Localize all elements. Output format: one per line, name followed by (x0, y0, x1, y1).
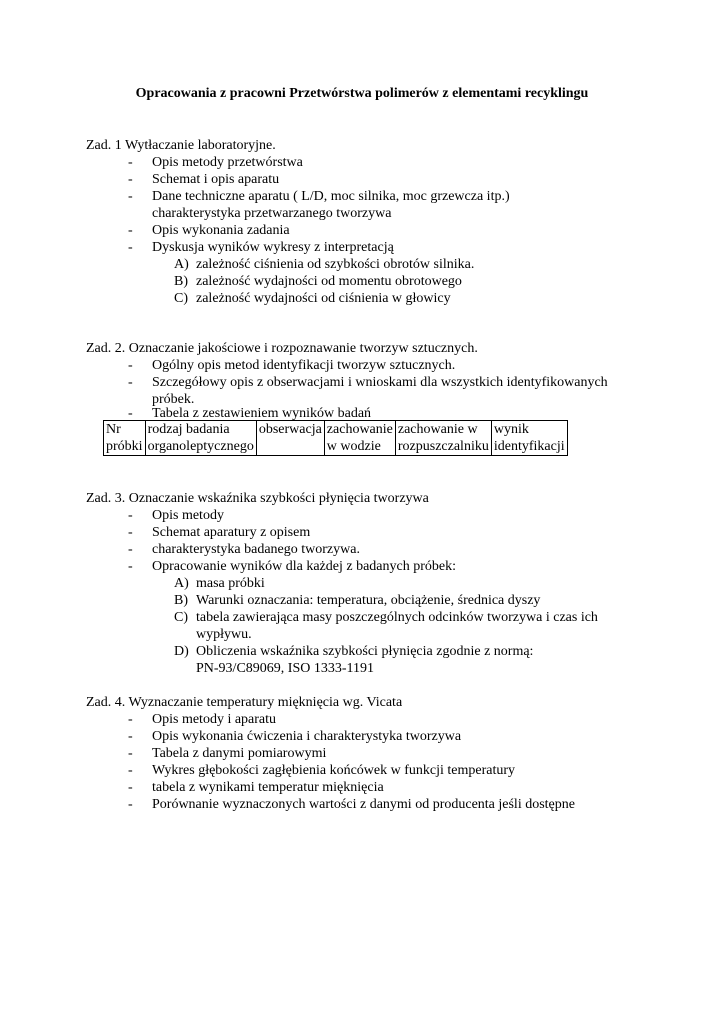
task1-heading: Zad. 1 Wytłaczanie laboratoryjne. (86, 138, 276, 153)
task4-item: Opis wykonania ćwiczenia i charakterystyka tworzywa (152, 729, 462, 744)
task2-item: Szczegółowy opis z obserwacjami i wnioskami dla wszystkich identyfikowanych (152, 375, 608, 390)
task1-item: Opis metody przetwórstwa (152, 155, 303, 170)
sub-item: tabela zawierająca masy poszczególnych odcinków tworzywa i czas ich (196, 610, 598, 625)
task2-item: Tabela z zestawieniem wyników badań (152, 406, 372, 421)
header-line: wynik (493, 422, 529, 437)
task4-item: Porównanie wyznaczonych wartości z danymi od producenta jeśli dostępne (152, 797, 575, 812)
task3-heading: Zad. 3. Oznaczanie wskaźnika szybkości płynięcia tworzywa (86, 491, 429, 506)
header-line: identyfikacji (493, 439, 565, 454)
bullet-dash: - (128, 375, 133, 390)
table-header-cell (145, 421, 256, 456)
bullet-dash: - (128, 763, 133, 778)
header-line: próbki (106, 439, 143, 454)
sub-item: zależność wydajności od ciśnienia w głowicy (196, 291, 451, 306)
sub-item: Obliczenia wskaźnika szybkości płynięcia zgodnie z normą: (196, 644, 534, 659)
bullet-dash: - (128, 508, 133, 523)
bullet-dash: - (128, 240, 133, 255)
header-line: Nr (106, 422, 121, 437)
task2-item: próbek. (152, 392, 195, 407)
bullet-dash: - (128, 172, 133, 187)
table-header-cell (104, 421, 146, 456)
document-title: Opracowania z pracowni Przetwórstwa polimerów z elementami recyklingu (135, 86, 589, 101)
sub-item: zależność wydajności od momentu obrotowego (196, 274, 462, 289)
results-table (103, 420, 568, 456)
task4-item: Wykres głębokości zagłębienia końcówek w funkcji temperatury (152, 763, 516, 778)
header-line: zachowanie (326, 422, 393, 437)
bullet-dash: - (128, 746, 133, 761)
header-line: w wodzie (326, 439, 381, 454)
table-header-row (104, 421, 568, 456)
header-line: rozpuszczalniku (397, 439, 489, 454)
task4-item: Tabela z danymi pomiarowymi (152, 746, 327, 761)
bullet-dash: - (128, 358, 133, 373)
sub-letter: D) (174, 644, 189, 659)
task3-item: charakterystyka badanego tworzywa. (152, 542, 360, 557)
table-header-cell (491, 421, 567, 456)
bullet-dash: - (128, 712, 133, 727)
header-line: obserwacja (258, 422, 322, 437)
bullet-dash: - (128, 223, 133, 238)
sub-item: masa próbki (196, 576, 265, 591)
task3-item: Opis metody (152, 508, 224, 523)
task2-heading: Zad. 2. Oznaczanie jakościowe i rozpoznawanie tworzyw sztucznych. (86, 341, 478, 356)
task4-item: tabela z wynikami temperatur mięknięcia (152, 780, 384, 795)
task1-item: Dyskusja wyników wykresy z interpretacją (152, 240, 394, 255)
sub-letter: A) (174, 257, 189, 272)
bullet-dash: - (128, 797, 133, 812)
sub-letter: C) (174, 291, 188, 306)
bullet-dash: - (128, 155, 133, 170)
sub-item: wypływu. (196, 627, 252, 642)
task1-item: Dane techniczne aparatu ( L/D, moc silnika, moc grzewcza itp.) (152, 189, 510, 204)
sub-item: PN-93/C89069, ISO 1333-1191 (196, 661, 374, 676)
sub-letter: B) (174, 593, 188, 608)
table-header-cell (324, 421, 395, 456)
bullet-dash: - (128, 525, 133, 540)
bullet-dash: - (128, 542, 133, 557)
bullet-dash: - (128, 780, 133, 795)
sub-item: Warunki oznaczania: temperatura, obciążenie, średnica dyszy (196, 593, 541, 608)
header-line: organoleptycznego (147, 439, 254, 454)
table-header-cell (256, 421, 324, 456)
sub-item: zależność ciśnienia od szybkości obrotów silnika. (196, 257, 475, 272)
bullet-dash: - (128, 559, 133, 574)
sub-letter: C) (174, 610, 188, 625)
task1-item: charakterystyka przetwarzanego tworzywa (152, 206, 392, 221)
bullet-dash: - (128, 189, 133, 204)
task2-item: Ogólny opis metod identyfikacji tworzyw sztucznych. (152, 358, 456, 373)
bullet-dash: - (128, 729, 133, 744)
sub-letter: A) (174, 576, 189, 591)
task1-item: Opis wykonania zadania (152, 223, 290, 238)
bullet-dash: - (128, 406, 133, 421)
task4-item: Opis metody i aparatu (152, 712, 277, 727)
task3-item: Schemat aparatury z opisem (152, 525, 311, 540)
header-line: rodzaj badania (147, 422, 230, 437)
task1-item: Schemat i opis aparatu (152, 172, 280, 187)
task3-item: Opracowanie wyników dla każdej z badanych próbek: (152, 559, 456, 574)
task4-heading: Zad. 4. Wyznaczanie temperatury mięknięcia wg. Vicata (86, 695, 403, 710)
sub-letter: B) (174, 274, 188, 289)
table-header-cell (395, 421, 491, 456)
header-line: zachowanie w (397, 422, 478, 437)
